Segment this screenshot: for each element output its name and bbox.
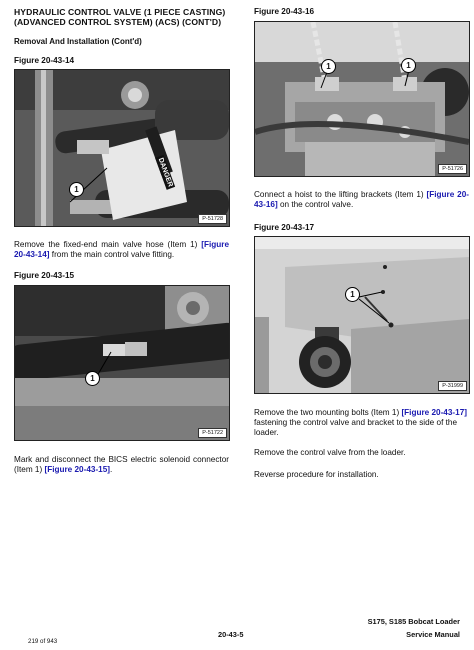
step-paragraph [14,455,229,475]
footer-manual: Service Manual [406,630,460,639]
figure-photo-16 [254,21,470,177]
figure-link[interactable]: [Figure 20-43-17] [401,408,467,417]
section-title [14,7,225,27]
step-text: Connect a hoist to the lifting brackets (Item 1) [254,190,427,199]
figure-link[interactable]: [Figure 20-43-15] [44,464,111,474]
footer-product: S175, S185 Bobcat Loader [367,617,460,626]
callout-item-1: 1 [321,59,336,74]
figure-photo-15 [14,285,230,441]
step-paragraph: Reverse procedure for installation. [254,470,379,479]
figure-photo-14 [14,69,230,227]
figure-photo-17 [254,236,470,394]
figure-title-15: Figure 20-43-15 [14,271,75,280]
step-paragraph [254,408,470,437]
step-paragraph: Remove the control valve from the loader. [254,448,406,457]
step-text: fastening the control valve and bracket to the side of the loader. [254,417,457,437]
step-paragraph [254,190,469,210]
callout-item-1: 1 [345,287,360,302]
step-paragraph [14,240,229,260]
figure-title-14: Figure 20-43-14 [14,56,75,65]
photo-code: P-51728 [198,214,227,224]
photo-code: P-51722 [198,428,227,438]
step-text: on the control valve. [277,199,354,209]
photo-code: P-31999 [438,381,467,391]
step-text: Remove the fixed-end main valve hose (Item 1) [14,240,202,249]
step-text: Mark and disconnect the BICS electric solenoid connector (Item 1) [14,455,229,474]
footer-page-count: 219 of 943 [28,638,58,645]
callout-item-1: 1 [85,371,100,386]
step-text: Remove the two mounting bolts (Item 1) [254,408,402,417]
figure-link[interactable]: [Figure 20-43-16] [254,190,469,209]
section-subtitle: Removal And Installation (Cont'd) [14,37,142,46]
section-title-line2: (ADVANCED CONTROL SYSTEM) (ACS) (CONT'D) [14,17,222,27]
section-title-line1: HYDRAULIC CONTROL VALVE (1 PIECE CASTING) [14,7,226,17]
step-text: . [110,464,113,474]
figure-title-16: Figure 20-43-16 [254,7,315,16]
photo-code: P-51726 [438,164,467,174]
step-text: from the main control valve fitting. [49,249,175,259]
footer-page-number: 20-43-5 [218,630,244,639]
danger-label: DANGER [155,155,175,190]
figure-link[interactable]: [Figure 20-43-14] [14,240,229,259]
callout-item-1: 1 [69,182,84,197]
figure-title-17: Figure 20-43-17 [254,223,315,232]
callout-item-1: 1 [401,58,416,73]
